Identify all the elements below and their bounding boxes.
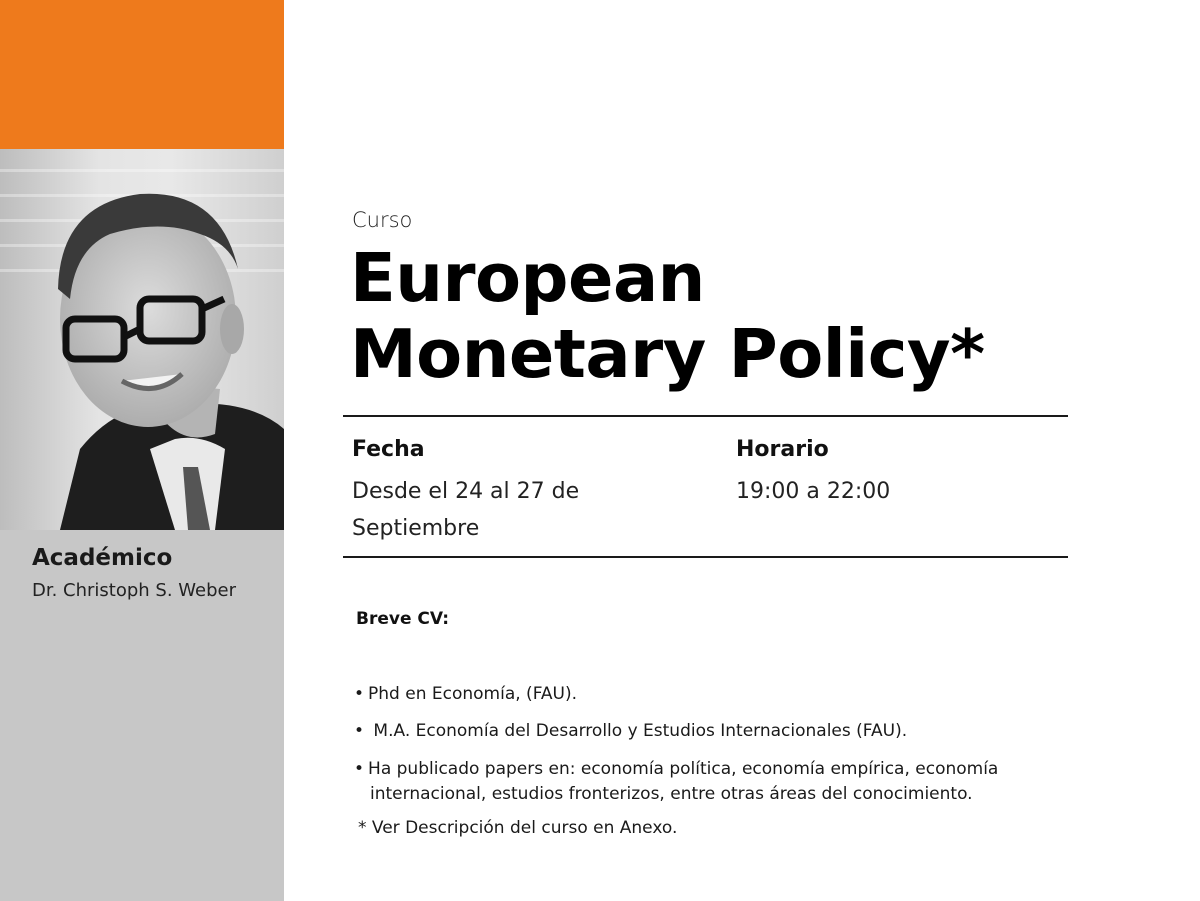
bullet-icon: •: [354, 759, 365, 779]
date-label: Fecha: [352, 437, 425, 462]
divider-bottom: [343, 556, 1068, 558]
cv-item-text-line-2: internacional, estudios fronterizos, entre otras áreas del conocimiento.: [370, 784, 973, 804]
cv-item-text: M.A. Economía del Desarrollo y Estudios Internacionales (FAU).: [368, 721, 908, 741]
cv-item-text-line-1: Ha publicado papers en: economía política, economía empírica, economía: [368, 759, 999, 779]
bullet-icon: •: [354, 721, 365, 741]
date-value-line-2: Septiembre: [352, 516, 480, 541]
cv-item-text: Phd en Economía, (FAU).: [368, 684, 578, 704]
course-note: * Ver Descripción del curso en Anexo.: [358, 818, 678, 838]
date-value-line-1: Desde el 24 al 27 de: [352, 479, 580, 504]
time-label: Horario: [736, 437, 829, 462]
divider-top: [343, 415, 1068, 417]
speaker-role: Académico: [32, 545, 173, 571]
cv-list-item: [354, 757, 1074, 807]
speaker-name: Dr. Christoph S. Weber: [32, 580, 237, 601]
bullet-icon: •: [354, 684, 365, 704]
course-title: [350, 240, 1110, 392]
sidebar-panel: [0, 0, 284, 901]
accent-block: [0, 0, 284, 149]
cv-list-item: [354, 682, 1074, 707]
speaker-photo: [0, 149, 284, 530]
course-title-line-1: European: [350, 239, 705, 317]
cv-list-item: [354, 719, 1074, 744]
date-value: [352, 473, 612, 547]
speaker-portrait-illustration: [0, 149, 284, 530]
cv-title: Breve CV:: [356, 609, 450, 629]
course-label: Curso: [352, 208, 413, 232]
time-value: 19:00 a 22:00: [736, 479, 891, 504]
course-title-line-2: Monetary Policy*: [350, 315, 985, 393]
